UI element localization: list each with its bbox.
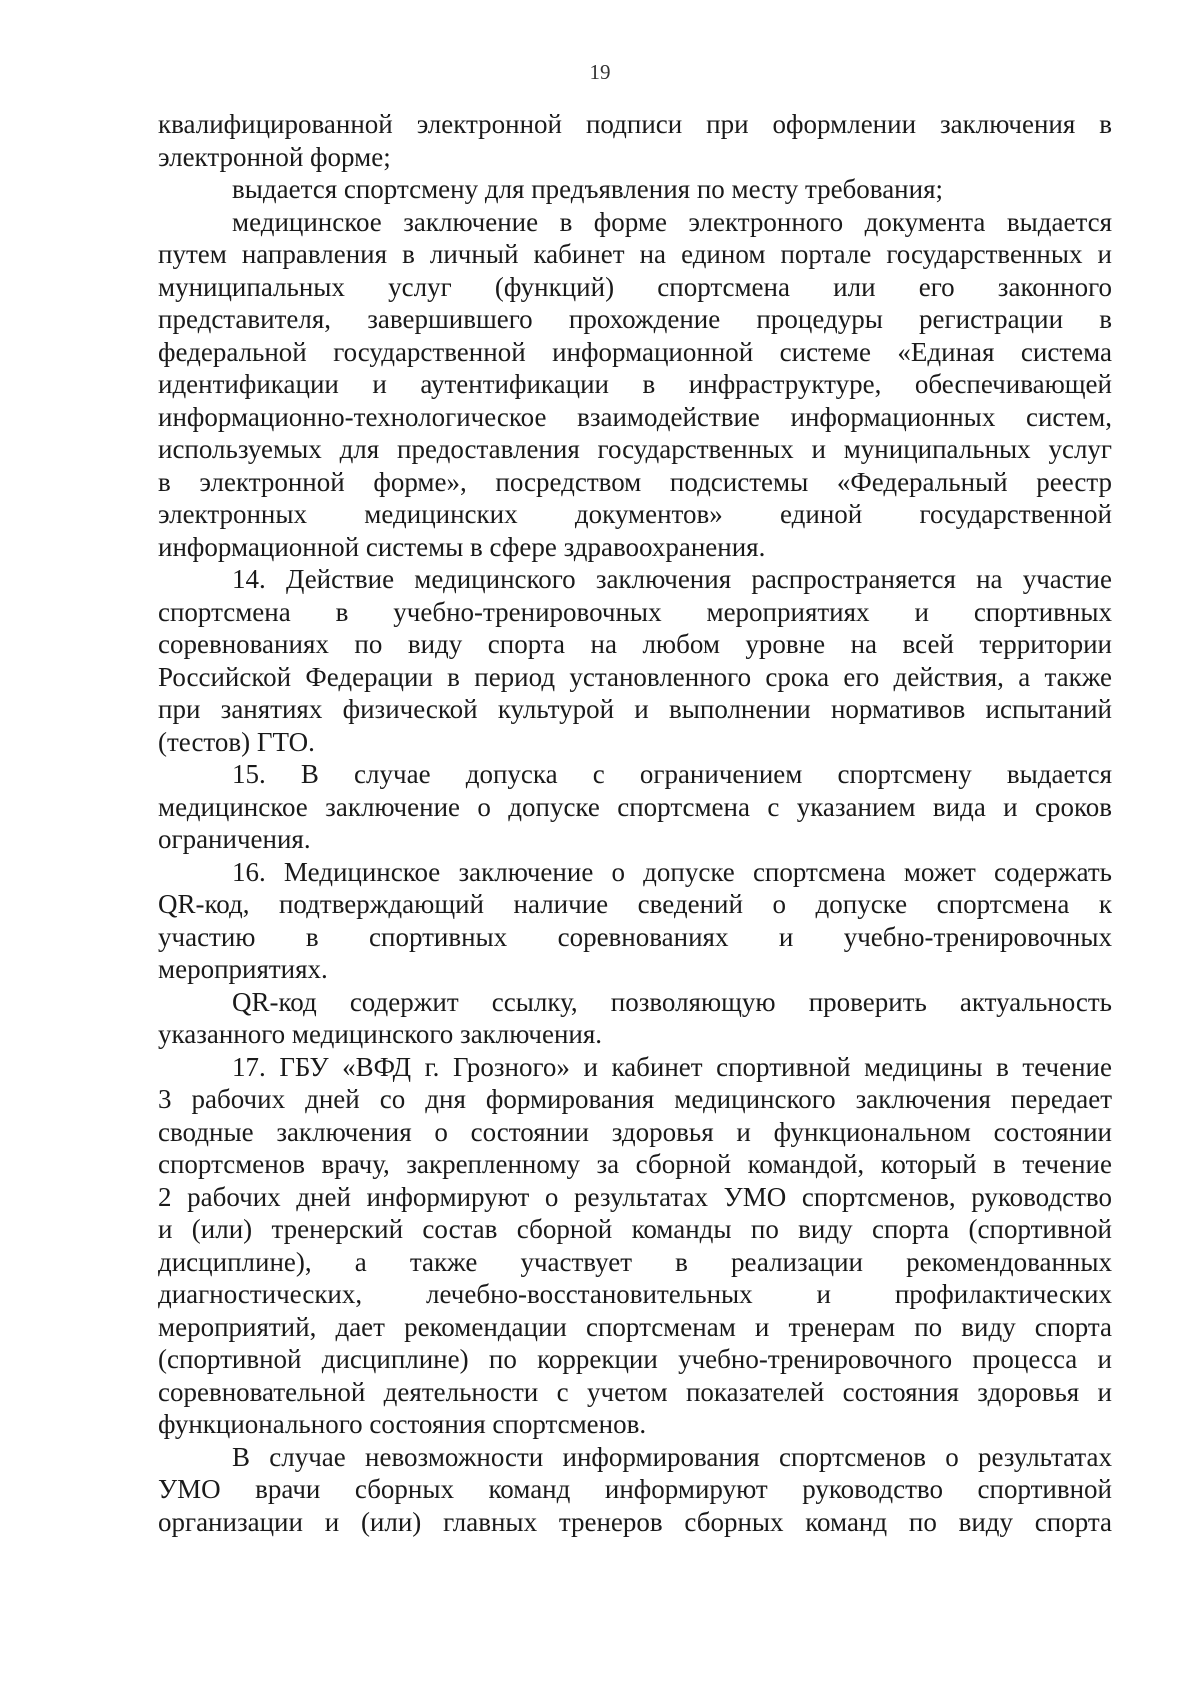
- text-line: квалифицированной электронной подписи при оформлении заключения в: [158, 109, 1112, 139]
- text-line: организации и (или) главных тренеров сборных команд по виду спорта: [158, 1506, 1112, 1537]
- text-line: диагностических, лечебно-восстановительных и профилактических: [158, 1279, 1112, 1309]
- text-line: указанного медицинского заключения.: [158, 1019, 603, 1049]
- text-line: соревнованиях по виду спорта на любом уровне на всей территории: [158, 629, 1112, 659]
- text-line: федеральной государственной информационной системе «Единая система: [158, 336, 1112, 367]
- text-line: муниципальных услуг (функций) спортсмена или его законного: [158, 271, 1112, 302]
- text-line: в электронной форме», посредством подсистемы «Федеральный реестр: [158, 466, 1112, 497]
- text-line: QR-код, подтверждающий наличие сведений о допуске спортсмена к: [158, 889, 1112, 919]
- text-line: спортсмена в учебно-тренировочных мероприятиях и спортивных: [158, 596, 1112, 627]
- text-line: (спортивной дисциплине) по коррекции учебно-тренировочного процесса и: [158, 1344, 1112, 1374]
- text-line: путем направления в личный кабинет на едином портале государственных и: [158, 239, 1112, 269]
- document-body: [158, 108, 1112, 1538]
- text-line: соревновательной деятельности с учетом показателей состояния здоровья и: [158, 1376, 1112, 1407]
- text-line: электронной форме;: [158, 141, 391, 172]
- text-line: используемых для предоставления государственных и муниципальных услуг: [158, 434, 1112, 464]
- text-line: функционального состояния спортсменов.: [158, 1409, 647, 1439]
- text-line: 17. ГБУ «ВФД г. Грозного» и кабинет спортивной медицины в течение: [232, 1051, 1112, 1082]
- text-line: медицинское заключение о допуске спортсмена с указанием вида и сроков: [158, 791, 1112, 822]
- text-line: мероприятиях.: [158, 954, 328, 984]
- text-line: 16. Медицинское заключение о допуске спортсмена может содержать: [232, 856, 1112, 887]
- text-line: дисциплине), а также участвует в реализации рекомендованных: [158, 1246, 1112, 1277]
- text-line: представителя, завершившего прохождение процедуры регистрации в: [158, 304, 1112, 334]
- text-line: 2 рабочих дней информируют о результатах УМО спортсменов, руководство: [158, 1181, 1112, 1212]
- text-line: электронных медицинских документов» единой государственной: [158, 499, 1112, 529]
- text-line: 3 рабочих дней со дня формирования медицинского заключения передает: [158, 1084, 1112, 1114]
- text-line: сводные заключения о состоянии здоровья и функциональном состоянии: [158, 1116, 1112, 1147]
- text-line: мероприятий, дает рекомендации спортсменам и тренерам по виду спорта: [158, 1311, 1112, 1342]
- text-line: Российской Федерации в период установленного срока его действия, а также: [158, 661, 1112, 692]
- text-line: QR-код содержит ссылку, позволяющую проверить актуальность: [232, 986, 1112, 1017]
- text-line: УМО врачи сборных команд информируют руководство спортивной: [158, 1474, 1112, 1504]
- text-line: (тестов) ГТО.: [158, 726, 315, 757]
- text-line: 15. В случае допуска с ограничением спортсмену выдается: [232, 759, 1112, 789]
- text-line: при занятиях физической культурой и выполнении нормативов испытаний: [158, 694, 1112, 724]
- page-number: 19: [589, 60, 611, 84]
- text-line: В случае невозможности информирования спортсменов о результатах: [232, 1441, 1112, 1472]
- text-line: ограничения.: [158, 824, 311, 854]
- text-line: информационной системы в сфере здравоохранения.: [158, 531, 766, 562]
- text-line: 14. Действие медицинского заключения распространяется на участие: [232, 564, 1112, 594]
- text-line: идентификации и аутентификации в инфраструктуре, обеспечивающей: [158, 369, 1112, 399]
- text-line: медицинское заключение в форме электронного документа выдается: [232, 206, 1112, 237]
- text-line: спортсменов врачу, закрепленному за сборной командой, который в течение: [158, 1149, 1112, 1179]
- text-line: информационно-технологическое взаимодействие информационных систем,: [158, 401, 1112, 432]
- text-line: участию в спортивных соревнованиях и учебно-тренировочных: [158, 921, 1112, 952]
- text-line: выдается спортсмену для предъявления по месту требования;: [232, 174, 943, 204]
- text-line: и (или) тренерский состав сборной команды по виду спорта (спортивной: [158, 1214, 1112, 1244]
